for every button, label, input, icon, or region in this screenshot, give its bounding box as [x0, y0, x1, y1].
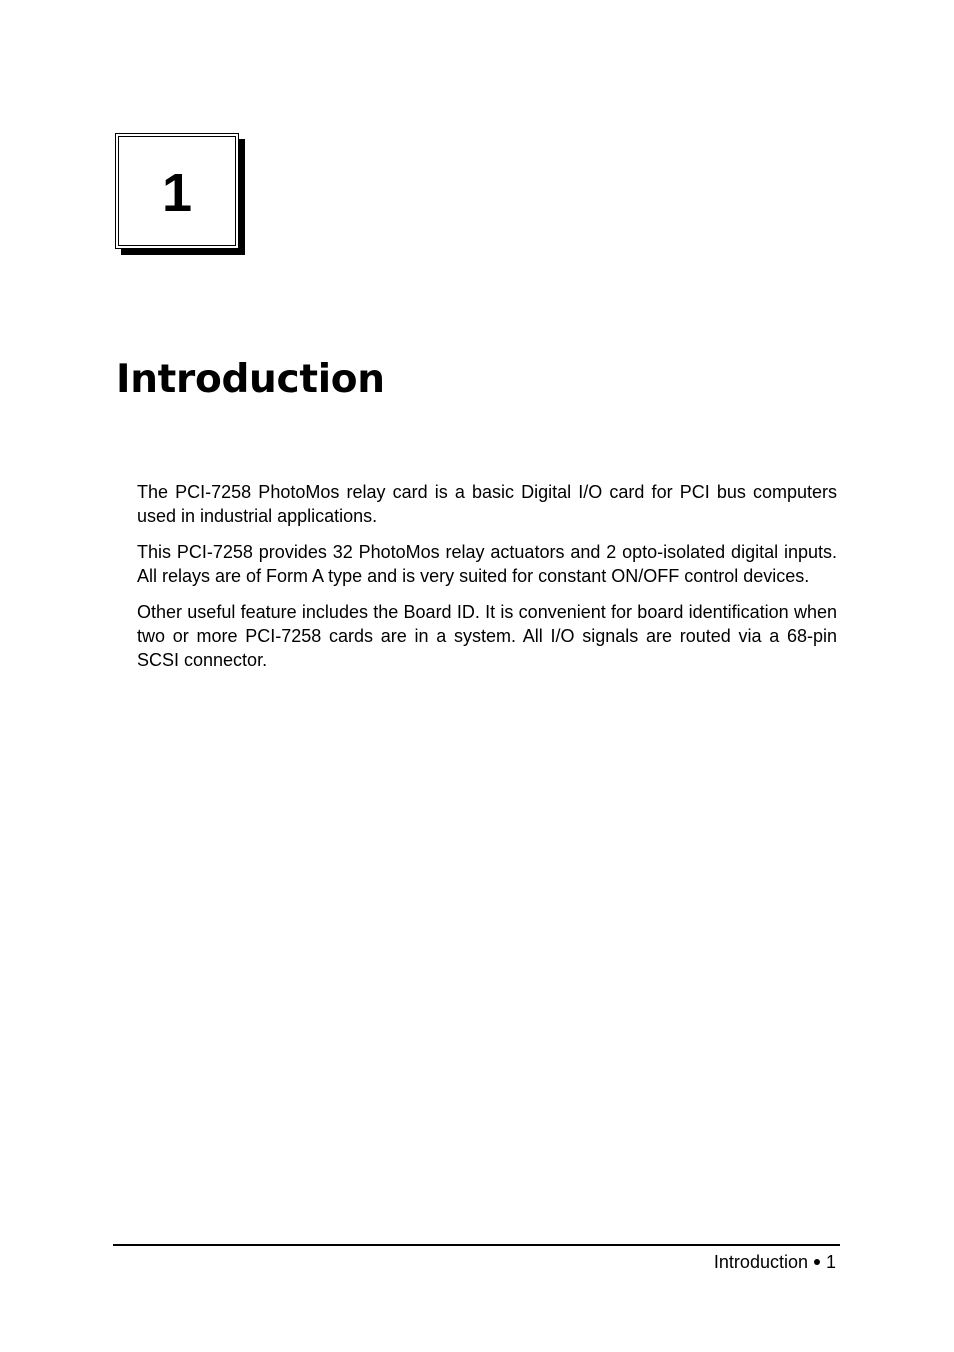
chapter-number: 1 — [161, 163, 193, 223]
page-footer — [714, 1250, 836, 1274]
page-number: 1 — [825, 1252, 836, 1272]
footer-section-title: Introduction — [713, 1252, 808, 1272]
body-text — [137, 480, 837, 684]
bullet-icon — [814, 1259, 820, 1265]
chapter-number-box — [115, 133, 239, 249]
paragraph: The PCI-7258 PhotoMos relay card is a basic Digital I/O card for PCI bus computers used in industrial applications. — [137, 482, 837, 526]
footer-divider — [113, 1244, 840, 1246]
chapter-title: Introduction — [116, 357, 385, 402]
paragraph: This PCI-7258 provides 32 PhotoMos relay actuators and 2 opto-isolated digital inputs. All relays are of Form A type and is very suited for constant ON/OFF control devices. — [137, 542, 837, 586]
paragraph: Other useful feature includes the Board ID. It is convenient for board identification when two or more PCI-7258 cards are in a system. All I/O signals are routed via a 68-pin SCSI connector. — [137, 602, 837, 670]
